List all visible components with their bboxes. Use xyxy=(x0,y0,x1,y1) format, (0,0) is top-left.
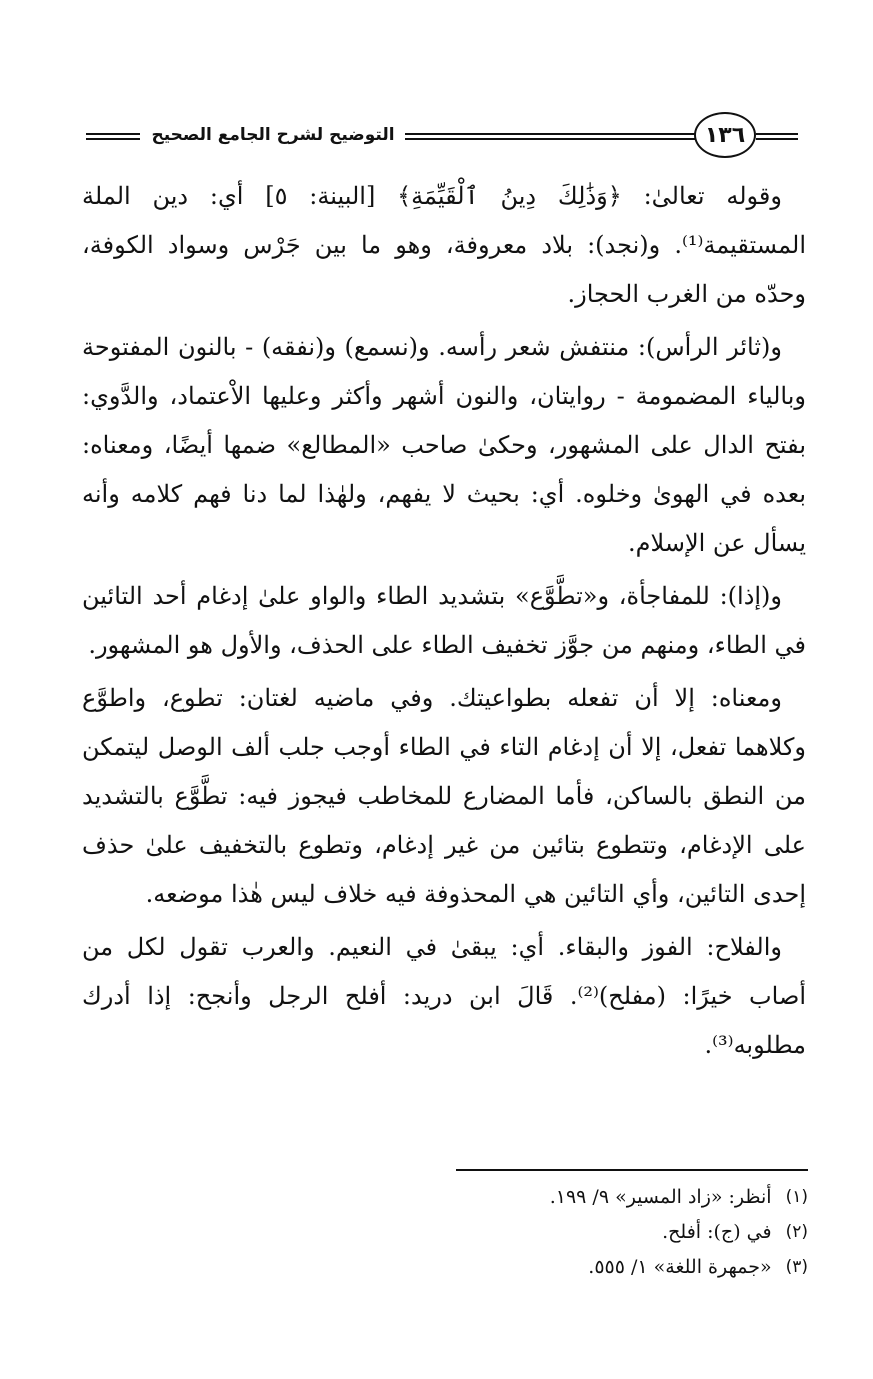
footnote-number: (١) xyxy=(785,1187,808,1207)
page-number: ١٣٦ xyxy=(694,112,756,158)
paragraph-4: ومعناه: إلا أن تفعله بطواعيتك. وفي ماضيه لغتان: تطوع، واطوَّع وكلاهما تفعل، إلا أن إدغام التاء في الطاء أوجب جلب ألف الوصل ليتمكن من النطق بالساكن، فأما المضارع للمخاطب فيجوز فيه: تطَّوَّع بالتشديد على الإدغام، وتتطوع بتائين من غير إدغام، وتطوع بالتخفيف علىٰ حذف إحدى التائين، وأي التائين هي المحذوفة فيه خلاف ليس هٰذا موضعه. xyxy=(82,684,806,908)
footnote-1 xyxy=(400,1180,808,1215)
main-text xyxy=(82,172,806,1074)
paragraph-3: و(إذا): للمفاجأة، و«تطَّوَّع» بتشديد الطاء والواو علىٰ إدغام أحد التائين في الطاء، ومنهم من جوَّز تخفيف الطاء على الحذف، والأول هو المشهور. xyxy=(82,582,806,659)
running-title: التوضيح لشرح الجامع الصحيح xyxy=(151,125,395,145)
footnote-text: أنظر: «زاد المسير» ٩/ ١٩٩. xyxy=(549,1186,772,1208)
header-rule-middle xyxy=(405,133,738,143)
paragraph-5: والفلاح: الفوز والبقاء. أي: يبقىٰ في النعيم. والعرب تقول لكل من أصاب خيرًا: (مفلح)⁽²⁾. قَالَ ابن دريد: أفلح الرجل وأنجح: إذا أدرك مطلوبه⁽³⁾. xyxy=(82,933,806,1059)
running-header xyxy=(80,112,798,162)
paragraph-1: وقوله تعالىٰ: ﴿وَذَٰلِكَ دِينُ ٱلْقَيِّمَةِ﴾ [البينة: ٥] أي: دين الملة المستقيمة⁽¹⁾. و(نجد): بلاد معروفة، وهو ما بين جَرْس وسواد الكوفة، وحدّه من الغرب الحجاز. xyxy=(82,182,806,308)
footnote-separator xyxy=(456,1169,808,1171)
footnotes xyxy=(400,1180,808,1285)
footnote-number: (٣) xyxy=(785,1257,808,1277)
header-rule-left xyxy=(86,133,140,143)
footnote-text: «جمهرة اللغة» ١/ ٥٥٥. xyxy=(588,1256,772,1278)
footnote-3 xyxy=(400,1250,808,1285)
footnote-number: (٢) xyxy=(785,1222,808,1242)
header-rule-right xyxy=(756,133,798,143)
footnote-2 xyxy=(400,1215,808,1250)
footnote-text: في (ج): أفلح. xyxy=(662,1221,772,1243)
paragraph-2: و(ثائر الرأس): منتفش شعر رأسه. و(نسمع) و(نفقه) - بالنون المفتوحة وبالياء المضمومة - روايتان، والنون أشهر وأكثر وعليها الاْعتماد، والدَّوي: بفتح الدال على المشهور، وحكىٰ صاحب «المطالع» ضمها أيضًا، ومعناه: بعده في الهوىٰ وخلوه. أي: بحيث لا يفهم، ولهٰذا لما دنا فهم كلامه وأنه يسأل عن الإسلام. xyxy=(82,333,807,557)
